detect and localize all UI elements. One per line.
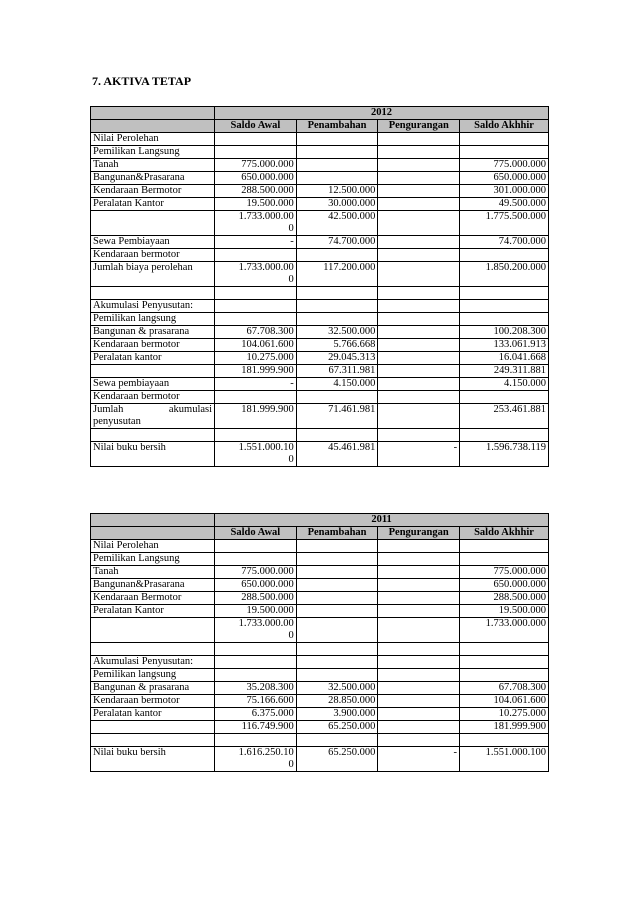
value-cell-3: [378, 185, 460, 198]
row-label: Peralatan Kantor: [91, 198, 215, 211]
value-cell-2: 71.461.981: [296, 404, 378, 429]
row-label: Pemilikan langsung: [91, 313, 215, 326]
value-cell-2: 65.250.000: [296, 721, 378, 734]
row-label: Pemilikan Langsung: [91, 146, 215, 159]
value-cell-2: [296, 553, 378, 566]
value-cell-4: [460, 249, 549, 262]
value-cell-4: 253.461.881: [460, 404, 549, 429]
value-cell-2: 12.500.000: [296, 185, 378, 198]
row-label: Kendaraan bermotor: [91, 695, 215, 708]
value-cell-3: [378, 391, 460, 404]
row-label: Akumulasi Penyusutan:: [91, 656, 215, 669]
value-cell-1: 6.375.000: [215, 708, 297, 721]
value-cell-1: 288.500.000: [215, 592, 297, 605]
value-cell-2: [296, 605, 378, 618]
value-cell-1: -: [215, 378, 297, 391]
value-cell-1: [215, 391, 297, 404]
row-label: Kendaraan bermotor: [91, 249, 215, 262]
row-label: Akumulasi Penyusutan:: [91, 300, 215, 313]
value-cell-3: [378, 656, 460, 669]
row-label: Pemilikan Langsung: [91, 553, 215, 566]
value-cell-3: [378, 695, 460, 708]
table-row: [91, 287, 549, 300]
value-cell-4: 19.500.000: [460, 605, 549, 618]
value-cell-1: [215, 146, 297, 159]
value-cell-2: [296, 249, 378, 262]
value-cell-1: 775.000.000: [215, 159, 297, 172]
value-cell-2: [296, 159, 378, 172]
table-row: [91, 747, 549, 772]
value-cell-1: [215, 553, 297, 566]
table-row: [91, 656, 549, 669]
value-cell-4: 650.000.000: [460, 579, 549, 592]
value-cell-2: 3.900.000: [296, 708, 378, 721]
value-cell-4: 1.733.000.000: [460, 618, 549, 643]
value-cell-3: [378, 643, 460, 656]
value-cell-4: [460, 553, 549, 566]
table-row: [91, 378, 549, 391]
value-cell-2: [296, 669, 378, 682]
table-row: [91, 734, 549, 747]
value-cell-1: 1.733.000.00 0: [215, 262, 297, 287]
value-cell-4: [460, 669, 549, 682]
table-row: [91, 404, 549, 429]
value-cell-1: [215, 540, 297, 553]
value-cell-1: 775.000.000: [215, 566, 297, 579]
value-cell-4: 49.500.000: [460, 198, 549, 211]
value-cell-1: 181.999.900: [215, 365, 297, 378]
value-cell-3: [378, 236, 460, 249]
value-cell-1: [215, 734, 297, 747]
value-cell-4: 301.000.000: [460, 185, 549, 198]
value-cell-2: [296, 540, 378, 553]
table-row: [91, 540, 549, 553]
value-cell-1: 181.999.900: [215, 404, 297, 429]
header-blank-cell: [91, 107, 215, 120]
value-cell-4: 16.041.668: [460, 352, 549, 365]
value-cell-4: 1.775.500.000: [460, 211, 549, 236]
value-cell-2: [296, 133, 378, 146]
row-label: Bangunan&Prasarana: [91, 172, 215, 185]
column-header-3: Pengurangan: [378, 527, 460, 540]
value-cell-1: 116.749.900: [215, 721, 297, 734]
value-cell-3: [378, 734, 460, 747]
value-cell-4: 10.275.000: [460, 708, 549, 721]
section-heading: 7. AKTIVA TETAP: [92, 74, 192, 88]
year-header-row: [91, 107, 549, 120]
value-cell-2: [296, 618, 378, 643]
value-cell-4: 1.596.738.119: [460, 442, 549, 467]
value-cell-1: 35.208.300: [215, 682, 297, 695]
value-cell-2: [296, 287, 378, 300]
value-cell-2: [296, 656, 378, 669]
fixed-assets-table-2012: [90, 106, 549, 467]
value-cell-2: 4.150.000: [296, 378, 378, 391]
row-label: [91, 429, 215, 442]
row-label: [91, 365, 215, 378]
table-row: [91, 339, 549, 352]
value-cell-1: 104.061.600: [215, 339, 297, 352]
column-header-row: [91, 120, 549, 133]
value-cell-1: [215, 249, 297, 262]
value-cell-2: 45.461.981: [296, 442, 378, 467]
fixed-assets-table-2011: [90, 513, 549, 772]
table-row: [91, 442, 549, 467]
row-label: Nilai Perolehan: [91, 133, 215, 146]
table-row: [91, 618, 549, 643]
value-cell-2: 30.000.000: [296, 198, 378, 211]
table-row: [91, 133, 549, 146]
row-label: Nilai buku bersih: [91, 442, 215, 467]
value-cell-3: [378, 708, 460, 721]
table-row: [91, 429, 549, 442]
value-cell-1: [215, 429, 297, 442]
value-cell-1: [215, 669, 297, 682]
value-cell-3: [378, 618, 460, 643]
table-row: [91, 326, 549, 339]
value-cell-4: [460, 133, 549, 146]
value-cell-1: [215, 300, 297, 313]
value-cell-4: 100.208.300: [460, 326, 549, 339]
value-cell-1: 1.733.000.00 0: [215, 618, 297, 643]
value-cell-4: 74.700.000: [460, 236, 549, 249]
value-cell-3: [378, 211, 460, 236]
value-cell-3: [378, 146, 460, 159]
row-label: Jumlah akumulasi penyusutan: [91, 404, 215, 429]
row-label: Nilai Perolehan: [91, 540, 215, 553]
value-cell-4: 1.850.200.000: [460, 262, 549, 287]
value-cell-1: [215, 643, 297, 656]
value-cell-4: 181.999.900: [460, 721, 549, 734]
value-cell-3: [378, 262, 460, 287]
column-header-4: Saldo Akhhir: [460, 120, 549, 133]
value-cell-3: [378, 300, 460, 313]
value-cell-3: [378, 172, 460, 185]
table-row: [91, 365, 549, 378]
row-label: [91, 287, 215, 300]
value-cell-1: -: [215, 236, 297, 249]
row-label: [91, 643, 215, 656]
value-cell-1: 19.500.000: [215, 605, 297, 618]
value-cell-1: 650.000.000: [215, 172, 297, 185]
value-cell-2: [296, 313, 378, 326]
value-cell-1: [215, 287, 297, 300]
row-label: Tanah: [91, 566, 215, 579]
value-cell-2: 74.700.000: [296, 236, 378, 249]
row-label: Sewa pembiayaan: [91, 378, 215, 391]
value-cell-2: [296, 172, 378, 185]
value-cell-4: [460, 313, 549, 326]
value-cell-3: [378, 339, 460, 352]
row-label: Jumlah biaya perolehan: [91, 262, 215, 287]
value-cell-2: [296, 734, 378, 747]
table-row: [91, 553, 549, 566]
value-cell-1: 10.275.000: [215, 352, 297, 365]
value-cell-3: [378, 669, 460, 682]
value-cell-3: [378, 566, 460, 579]
value-cell-3: [378, 352, 460, 365]
value-cell-1: 650.000.000: [215, 579, 297, 592]
column-header-4: Saldo Akhhir: [460, 527, 549, 540]
value-cell-4: [460, 146, 549, 159]
value-cell-4: [460, 287, 549, 300]
value-cell-2: 32.500.000: [296, 682, 378, 695]
value-cell-4: 4.150.000: [460, 378, 549, 391]
row-label: [91, 734, 215, 747]
value-cell-2: [296, 643, 378, 656]
value-cell-4: 249.311.881: [460, 365, 549, 378]
table-row: [91, 391, 549, 404]
table-row: [91, 198, 549, 211]
table-row: [91, 262, 549, 287]
value-cell-1: 1.733.000.00 0: [215, 211, 297, 236]
value-cell-3: [378, 287, 460, 300]
value-cell-3: [378, 365, 460, 378]
value-cell-1: 67.708.300: [215, 326, 297, 339]
table-row: [91, 352, 549, 365]
table-row: [91, 146, 549, 159]
row-label: Bangunan & prasarana: [91, 682, 215, 695]
row-label: [91, 618, 215, 643]
row-label: Kendaraan Bermotor: [91, 185, 215, 198]
value-cell-4: 67.708.300: [460, 682, 549, 695]
value-cell-3: [378, 553, 460, 566]
value-cell-3: [378, 592, 460, 605]
table-row: [91, 313, 549, 326]
value-cell-3: [378, 133, 460, 146]
table-row: [91, 592, 549, 605]
value-cell-4: 288.500.000: [460, 592, 549, 605]
value-cell-3: [378, 540, 460, 553]
column-header-3: Pengurangan: [378, 120, 460, 133]
table-row: [91, 643, 549, 656]
value-cell-3: [378, 404, 460, 429]
value-cell-3: [378, 249, 460, 262]
value-cell-4: 775.000.000: [460, 159, 549, 172]
value-cell-1: 75.166.600: [215, 695, 297, 708]
row-label: Bangunan & prasarana: [91, 326, 215, 339]
row-label: Nilai buku bersih: [91, 747, 215, 772]
value-cell-1: 19.500.000: [215, 198, 297, 211]
table-row: [91, 605, 549, 618]
value-cell-4: [460, 429, 549, 442]
value-cell-2: 28.850.000: [296, 695, 378, 708]
table-row: [91, 249, 549, 262]
value-cell-3: [378, 326, 460, 339]
row-label: Peralatan Kantor: [91, 605, 215, 618]
value-cell-2: [296, 592, 378, 605]
row-label: Sewa Pembiayaan: [91, 236, 215, 249]
year-header: 2011: [215, 514, 549, 527]
value-cell-3: [378, 429, 460, 442]
row-label: Peralatan kantor: [91, 708, 215, 721]
value-cell-2: 5.766.668: [296, 339, 378, 352]
value-cell-2: 29.045.313: [296, 352, 378, 365]
table-row: [91, 236, 549, 249]
column-header-row: [91, 527, 549, 540]
table-row: [91, 682, 549, 695]
row-label: Bangunan&Prasarana: [91, 579, 215, 592]
table-row: [91, 300, 549, 313]
value-cell-2: [296, 300, 378, 313]
value-cell-2: [296, 429, 378, 442]
value-cell-2: 42.500.000: [296, 211, 378, 236]
value-cell-3: [378, 378, 460, 391]
row-label: Peralatan kantor: [91, 352, 215, 365]
row-label: Kendaraan bermotor: [91, 339, 215, 352]
value-cell-3: -: [378, 747, 460, 772]
row-label: Kendaraan bermotor: [91, 391, 215, 404]
value-cell-1: [215, 313, 297, 326]
row-label: Pemilikan langsung: [91, 669, 215, 682]
table-row: [91, 669, 549, 682]
row-label: Tanah: [91, 159, 215, 172]
value-cell-3: [378, 682, 460, 695]
table-row: [91, 185, 549, 198]
value-cell-4: 133.061.913: [460, 339, 549, 352]
value-cell-2: 117.200.000: [296, 262, 378, 287]
value-cell-1: [215, 656, 297, 669]
value-cell-4: [460, 643, 549, 656]
value-cell-4: [460, 656, 549, 669]
column-header-1: Saldo Awal: [215, 527, 297, 540]
year-header: 2012: [215, 107, 549, 120]
value-cell-4: 1.551.000.100: [460, 747, 549, 772]
value-cell-2: 32.500.000: [296, 326, 378, 339]
value-cell-4: [460, 300, 549, 313]
table-row: [91, 579, 549, 592]
value-cell-2: [296, 566, 378, 579]
column-header-2: Penambahan: [296, 120, 378, 133]
value-cell-4: [460, 734, 549, 747]
value-cell-2: 67.311.981: [296, 365, 378, 378]
value-cell-1: 288.500.000: [215, 185, 297, 198]
value-cell-3: [378, 579, 460, 592]
header-blank-cell: [91, 527, 215, 540]
table-row: [91, 566, 549, 579]
table-row: [91, 708, 549, 721]
value-cell-4: [460, 540, 549, 553]
value-cell-3: [378, 159, 460, 172]
value-cell-3: [378, 605, 460, 618]
table-row: [91, 159, 549, 172]
value-cell-1: 1.616.250.10 0: [215, 747, 297, 772]
header-blank-cell: [91, 514, 215, 527]
table-row: [91, 721, 549, 734]
value-cell-2: [296, 579, 378, 592]
value-cell-4: 104.061.600: [460, 695, 549, 708]
table-row: [91, 211, 549, 236]
value-cell-3: [378, 313, 460, 326]
value-cell-1: [215, 133, 297, 146]
value-cell-2: [296, 391, 378, 404]
value-cell-3: [378, 721, 460, 734]
column-header-2: Penambahan: [296, 527, 378, 540]
value-cell-4: 650.000.000: [460, 172, 549, 185]
header-blank-cell: [91, 120, 215, 133]
value-cell-2: 65.250.000: [296, 747, 378, 772]
column-header-1: Saldo Awal: [215, 120, 297, 133]
row-label: [91, 721, 215, 734]
table-row: [91, 172, 549, 185]
value-cell-4: [460, 391, 549, 404]
value-cell-2: [296, 146, 378, 159]
value-cell-3: [378, 198, 460, 211]
value-cell-1: 1.551.000.10 0: [215, 442, 297, 467]
row-label: Kendaraan Bermotor: [91, 592, 215, 605]
value-cell-4: 775.000.000: [460, 566, 549, 579]
row-label: [91, 211, 215, 236]
year-header-row: [91, 514, 549, 527]
table-row: [91, 695, 549, 708]
value-cell-3: -: [378, 442, 460, 467]
